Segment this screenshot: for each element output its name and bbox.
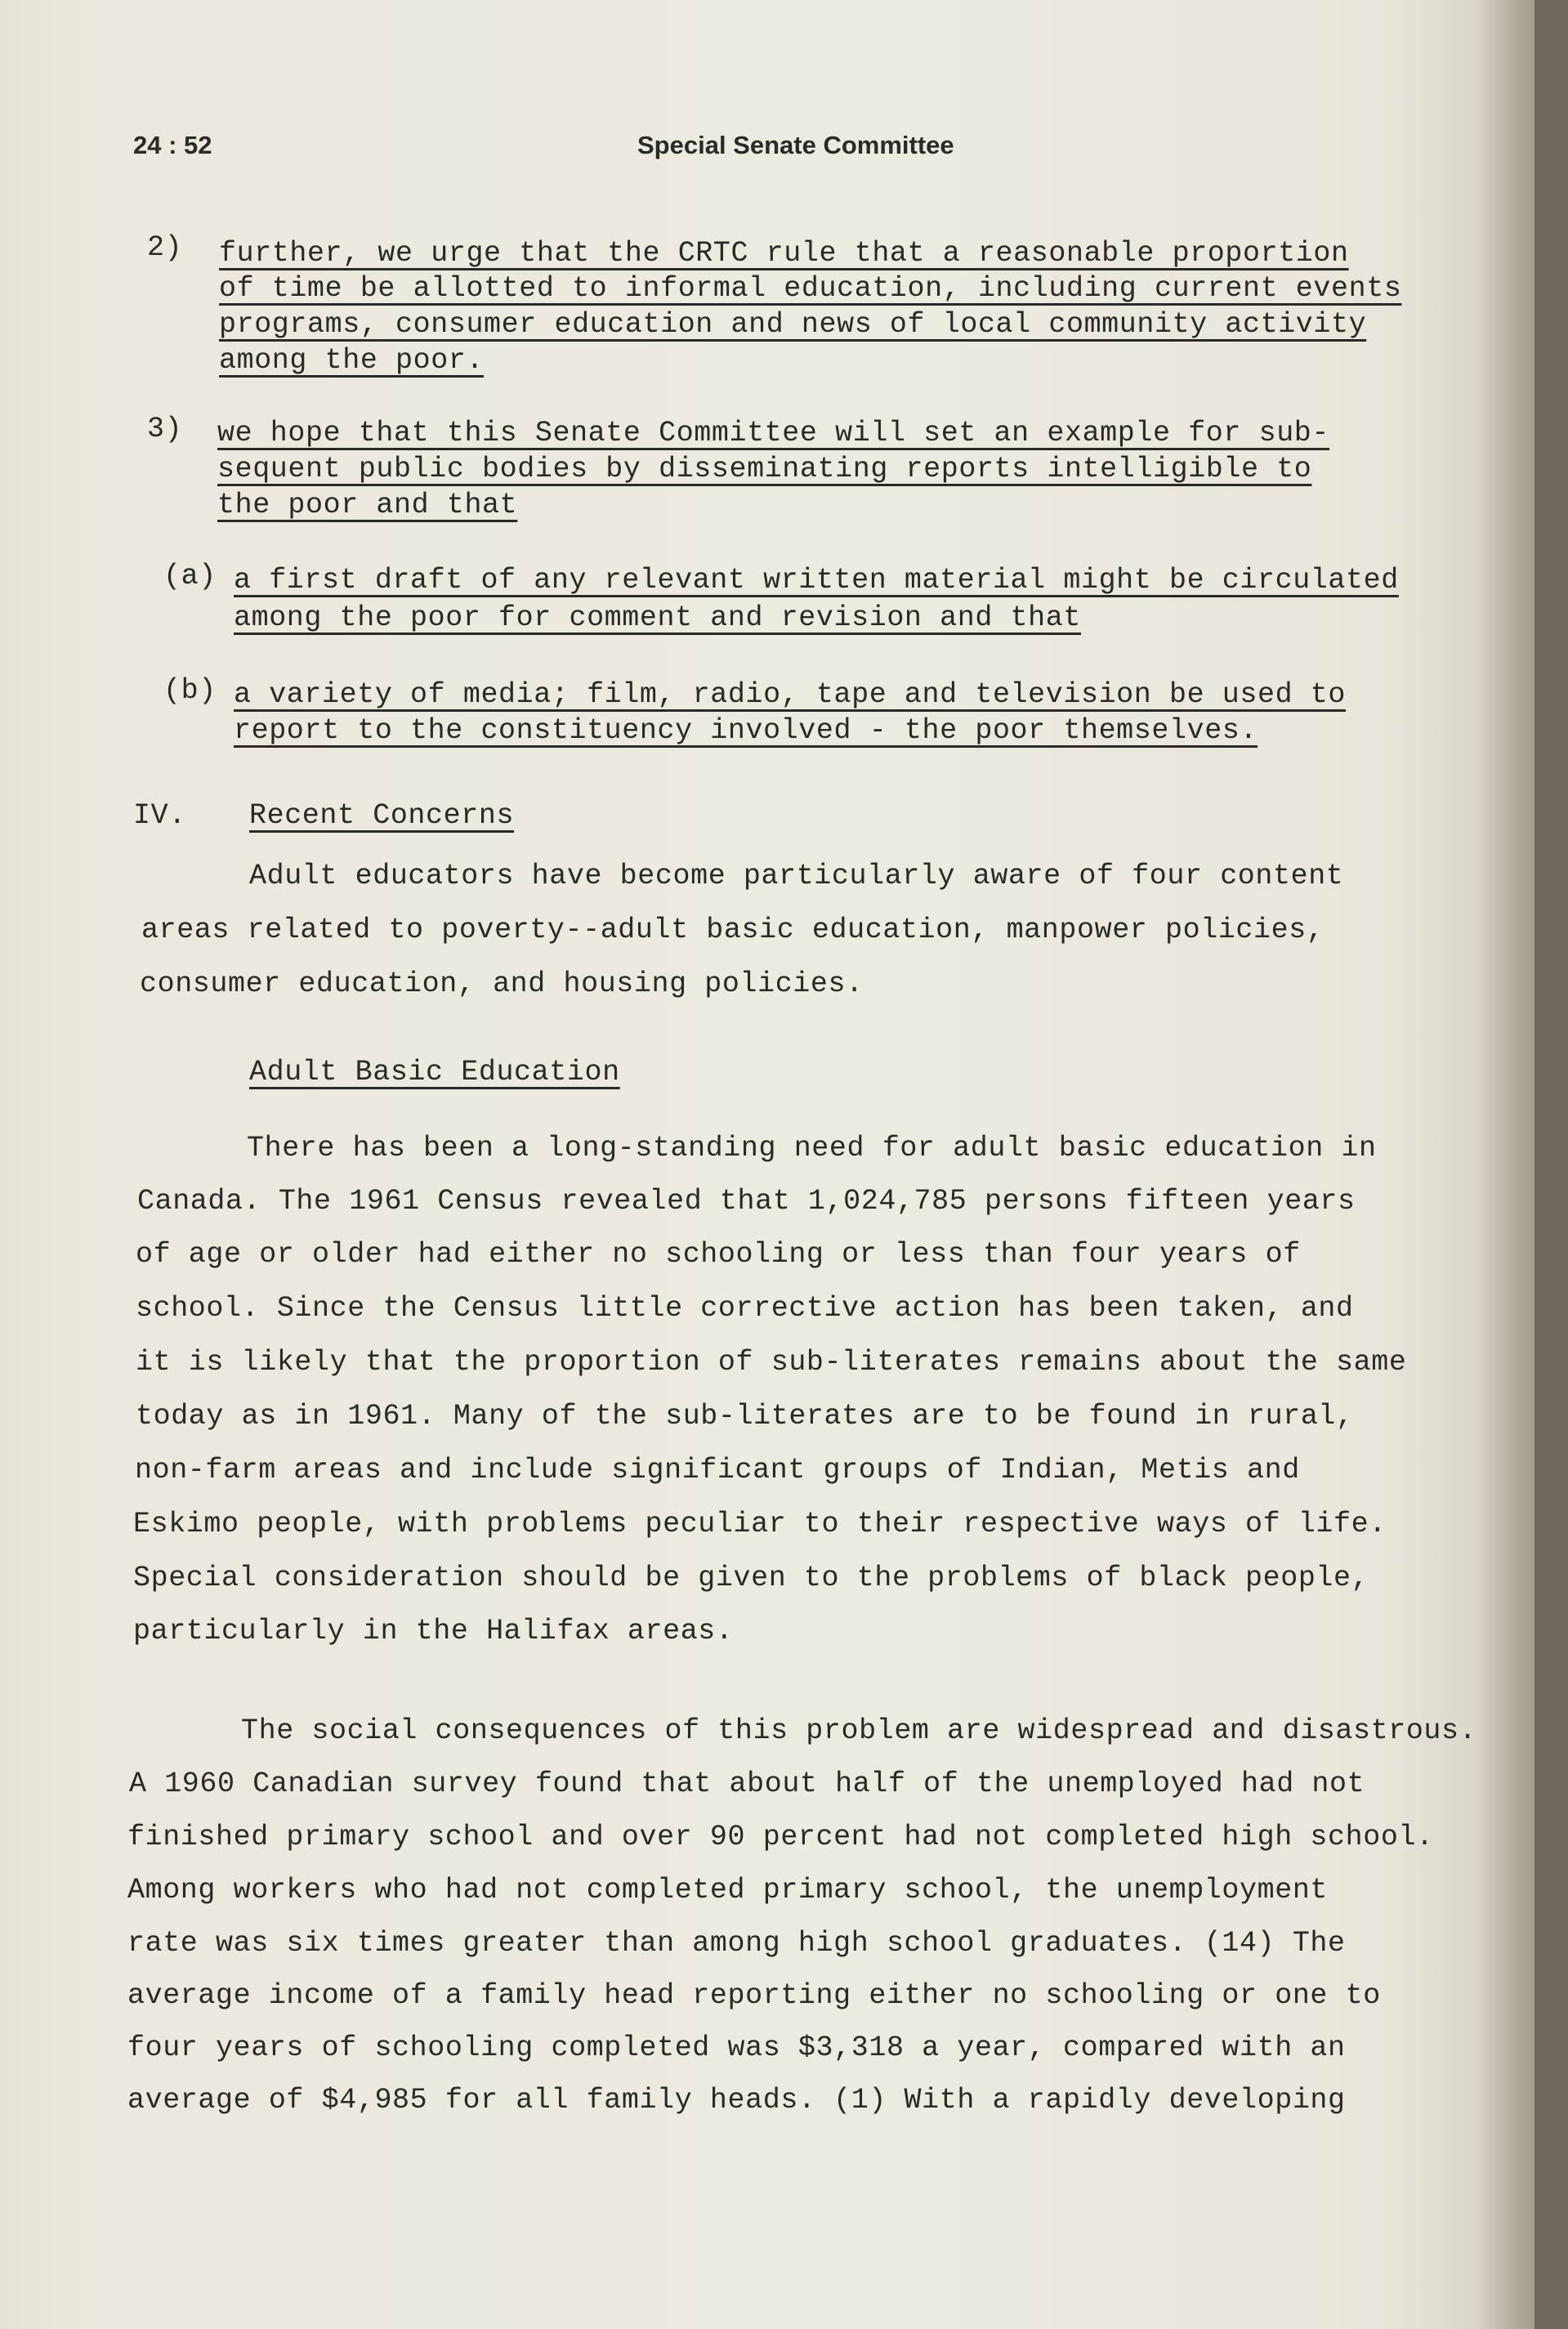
item-2-line: programs, consumer education and news of local community activity	[219, 308, 1367, 341]
section-iv-text: Adult educators have become particularly aware of four content	[249, 860, 1344, 892]
item-3-line: we hope that this Senate Committee will set an example for sub-	[217, 417, 1330, 449]
item-3a-line: among the poor for comment and revision and that	[234, 601, 1081, 634]
item-2-line: among the poor.	[219, 344, 485, 377]
paragraph-2-line: average income of a family head reporting either no schooling or one to	[127, 1979, 1381, 2012]
paragraph-1-line: today as in 1961. Many of the sub-literates are to be found in rural,	[136, 1400, 1354, 1433]
item-3-number: 3)	[147, 413, 183, 445]
item-3-line: sequent public bodies by disseminating reports intelligible to	[217, 453, 1312, 485]
item-2-line: further, we urge that the CRTC rule that a reasonable proportion	[219, 237, 1349, 270]
paragraph-1-line: Eskimo people, with problems peculiar to their respective ways of life.	[133, 1508, 1387, 1540]
running-title: Special Senate Committee	[637, 131, 954, 159]
paragraph-1-line: non-farm areas and include significant groups of Indian, Metis and	[135, 1454, 1300, 1486]
paragraph-2-line: A 1960 Canadian survey found that about half of the unemployed had not	[129, 1768, 1365, 1800]
page-number: 24 : 52	[133, 131, 212, 159]
section-iv-text: areas related to poverty--adult basic education, manpower policies,	[141, 914, 1325, 946]
paragraph-2-line: finished primary school and over 90 percent had not completed high school.	[127, 1821, 1434, 1853]
item-3a-line: a first draft of any relevant written material might be circulated	[234, 564, 1399, 597]
paragraph-1-line: it is likely that the proportion of sub-literates remains about the same	[136, 1346, 1407, 1379]
paragraph-1-line: Special consideration should be given to the problems of black people,	[133, 1562, 1369, 1594]
paragraph-1-line: school. Since the Census little corrective action has been taken, and	[136, 1292, 1354, 1325]
item-3b-line: a variety of media; film, radio, tape and television be used to	[234, 678, 1347, 711]
item-2-number: 2)	[147, 231, 183, 264]
paragraph-2-line: average of $4,985 for all family heads. (1) With a rapidly developing	[127, 2084, 1346, 2117]
paragraph-1-line: There has been a long-standing need for adult basic education in	[247, 1132, 1377, 1164]
section-iv-number: IV.	[133, 799, 186, 832]
section-iv-heading: Recent Concerns	[249, 799, 515, 832]
item-3-line: the poor and that	[217, 489, 518, 521]
paragraph-2-line: Among workers who had not completed primary school, the unemployment	[127, 1874, 1329, 1907]
item-3b-line: report to the constituency involved - the poor themselves.	[234, 714, 1258, 747]
section-iv-text: consumer education, and housing policies.	[140, 968, 864, 1000]
paragraph-1-line: Canada. The 1961 Census revealed that 1,024,785 persons fifteen years	[137, 1185, 1356, 1218]
item-3a-label: (a)	[163, 560, 217, 592]
item-3b-label: (b)	[163, 674, 217, 707]
item-2-line: of time be allotted to informal education, including current events	[219, 272, 1402, 305]
subsection-heading: Adult Basic Education	[249, 1056, 620, 1089]
paragraph-2-line: The social consequences of this problem are widespread and disastrous.	[241, 1714, 1477, 1747]
paragraph-1-line: particularly in the Halifax areas.	[133, 1615, 734, 1647]
paragraph-2-line: four years of schooling completed was $3,318 a year, compared with an	[127, 2032, 1346, 2064]
paragraph-1-line: of age or older had either no schooling or less than four years of	[136, 1238, 1301, 1271]
paragraph-2-line: rate was six times greater than among high school graduates. (14) The	[127, 1927, 1346, 1960]
